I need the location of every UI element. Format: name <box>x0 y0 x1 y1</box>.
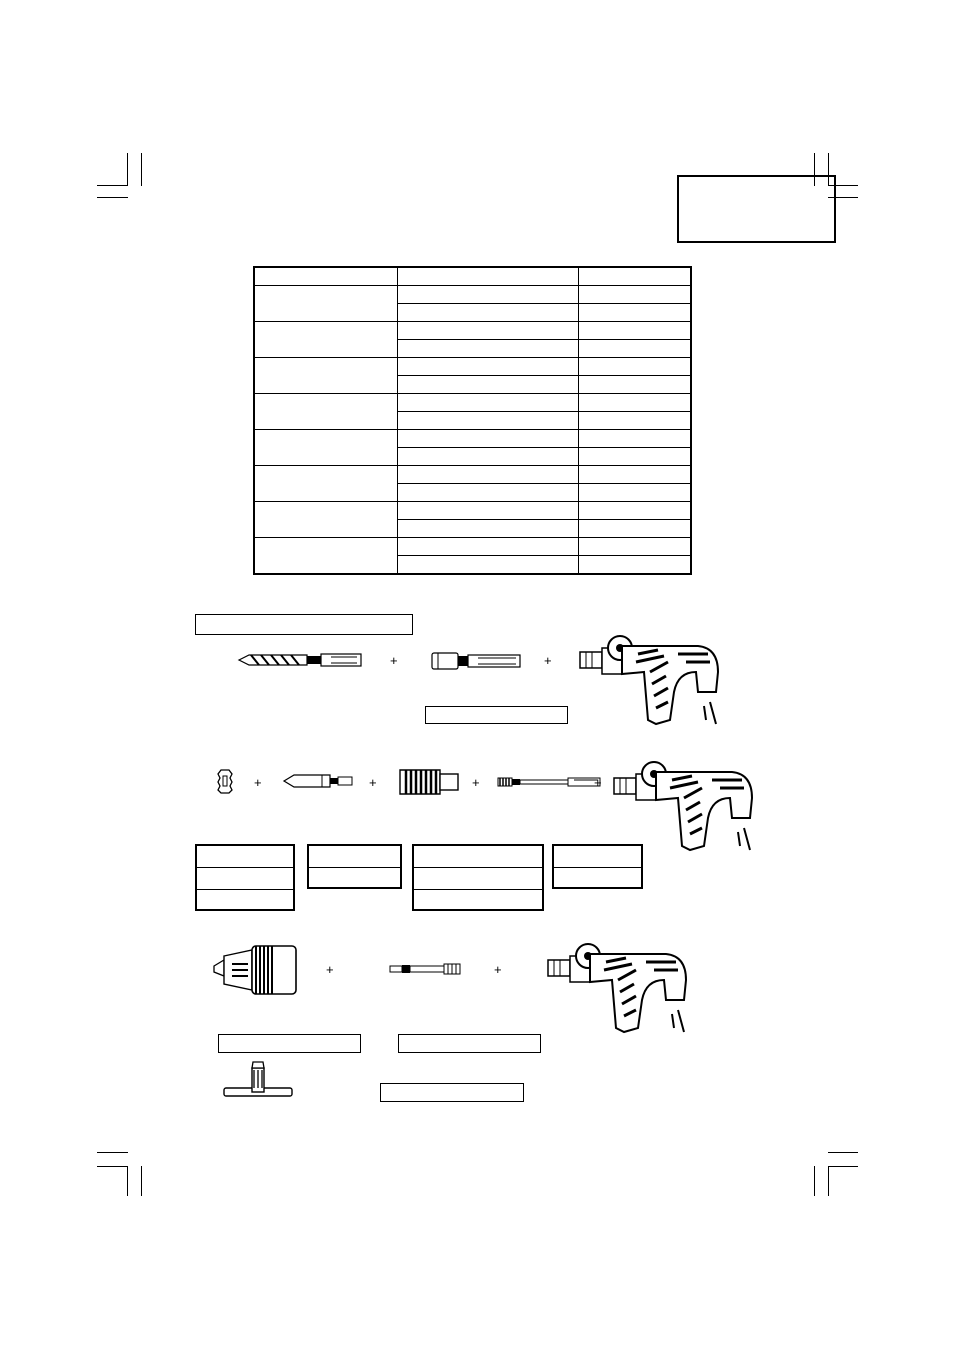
table-cell <box>579 304 692 322</box>
caption-grid-center-pin <box>195 844 295 911</box>
table-cell <box>579 448 692 466</box>
plus-sign: + <box>544 653 552 668</box>
table-cell <box>397 448 578 466</box>
table-group-label <box>254 358 397 394</box>
section1-adapter-caption-box <box>425 706 568 724</box>
section3-adapter-caption-box <box>398 1034 541 1053</box>
table-cell <box>579 394 692 412</box>
table-cell <box>579 484 692 502</box>
core-bit-icon <box>398 766 460 798</box>
table-row <box>254 286 691 304</box>
table-cell <box>579 556 692 575</box>
caption-cell <box>414 868 542 890</box>
table-cell <box>579 358 692 376</box>
plus-sign: + <box>326 962 334 977</box>
table-cell <box>579 538 692 556</box>
table-cell <box>579 412 692 430</box>
table-cell <box>579 340 692 358</box>
table-cell <box>397 340 578 358</box>
plus-sign: + <box>369 775 377 790</box>
table-row <box>254 538 691 556</box>
caption-cell <box>414 846 542 868</box>
table-group-label <box>254 394 397 430</box>
plus-sign: + <box>472 775 480 790</box>
table-group-label <box>254 538 397 575</box>
table-cell <box>397 394 578 412</box>
table-row <box>254 430 691 448</box>
table-cell <box>397 556 578 575</box>
language-tab <box>677 175 836 243</box>
table-cell <box>397 376 578 394</box>
table-row <box>254 502 691 520</box>
caption-cell <box>554 868 641 887</box>
caption-cell <box>197 846 293 868</box>
caption-cell <box>197 868 293 890</box>
caption-grid-core-bit <box>412 844 544 911</box>
table-group-label <box>254 286 397 322</box>
table-cell <box>397 502 578 520</box>
table-group-label <box>254 322 397 358</box>
table-cell <box>579 466 692 484</box>
rotary-hammer-icon <box>578 632 724 728</box>
caption-grid-shank <box>552 844 643 889</box>
table-cell <box>579 520 692 538</box>
table-cell <box>579 502 692 520</box>
caption-cell <box>414 890 542 909</box>
table-cell <box>397 520 578 538</box>
plus-sign: + <box>254 775 262 790</box>
table-cell <box>579 322 692 340</box>
center-pin-bit-icon <box>282 773 354 789</box>
table-cell <box>397 358 578 376</box>
section3-chuck-caption-box <box>218 1034 361 1053</box>
rotary-hammer-icon <box>612 758 758 854</box>
plus-sign: + <box>390 653 398 668</box>
table-group-label <box>254 466 397 502</box>
table-row <box>254 466 691 484</box>
center-pin-icon <box>215 768 235 794</box>
table-cell <box>397 286 578 304</box>
table-row <box>254 394 691 412</box>
table-header-cell <box>579 267 692 286</box>
table-cell <box>579 376 692 394</box>
table-cell <box>397 466 578 484</box>
section1-heading-box <box>195 614 413 635</box>
table-header-cell <box>254 267 397 286</box>
table-cell <box>397 430 578 448</box>
caption-cell <box>309 846 400 868</box>
spec-table <box>253 266 692 575</box>
plus-sign: + <box>494 962 502 977</box>
table-cell <box>397 484 578 502</box>
caption-cell <box>309 868 400 887</box>
drill-bit-icon <box>237 650 363 670</box>
drill-chuck-icon <box>210 942 300 998</box>
table-cell <box>397 538 578 556</box>
shank-icon <box>496 774 602 790</box>
table-cell <box>397 412 578 430</box>
caption-cell <box>554 846 641 868</box>
caption-cell <box>197 890 293 909</box>
table-row <box>254 358 691 376</box>
table-cell <box>579 430 692 448</box>
table-group-label <box>254 430 397 466</box>
table-header-cell <box>397 267 578 286</box>
chuck-key-icon <box>220 1058 296 1104</box>
section3-key-caption-box <box>380 1083 524 1102</box>
rotary-hammer-icon <box>546 940 692 1036</box>
table-cell <box>397 322 578 340</box>
table-group-label <box>254 502 397 538</box>
chuck-adapter-icon <box>388 962 462 976</box>
caption-grid-center-pin-bit <box>307 844 402 889</box>
taper-adapter-icon <box>430 650 522 672</box>
table-cell <box>579 286 692 304</box>
table-row <box>254 322 691 340</box>
plus-sign: + <box>594 775 602 790</box>
table-cell <box>397 304 578 322</box>
table-header-row <box>254 267 691 286</box>
